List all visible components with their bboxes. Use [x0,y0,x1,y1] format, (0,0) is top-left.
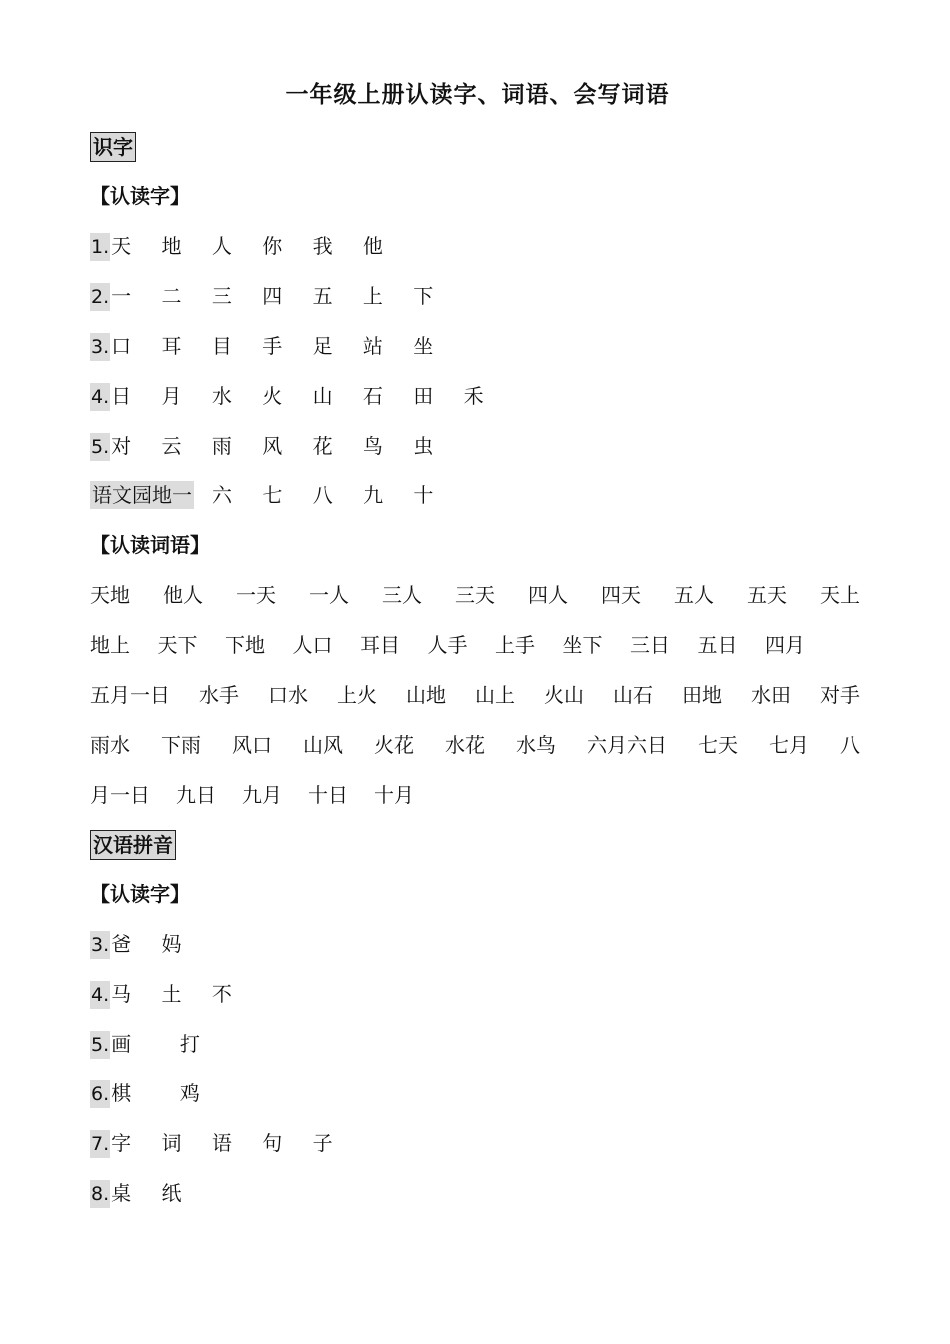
word: 八 [840,733,860,757]
subheading-renduzi: 【认读字】 [90,882,190,906]
word: 四月 [765,633,805,657]
document-title: 一年级上册认读字、词语、会写词语 [285,81,670,108]
word-row [90,781,860,809]
word: 三天 [455,583,495,607]
word: 下雨 [161,733,201,757]
char-list: 六 七 八 九 十 [212,483,446,507]
word: 月一日 [90,783,150,807]
word: 天地 [90,583,130,607]
word: 一天 [236,583,276,607]
char-list: 画 打 [111,1032,212,1056]
line-number: 6. [90,1080,110,1108]
char-list: 对 云 雨 风 花 鸟 虫 [111,434,446,458]
word: 雨水 [90,733,130,757]
char-line [90,382,496,411]
char-list: 口 耳 目 手 足 站 坐 [111,334,446,358]
word: 人手 [427,633,468,657]
word: 山风 [303,733,343,757]
char-line [90,930,194,959]
word: 七月 [769,733,809,757]
word: 天上 [820,583,860,607]
line-number: 2. [90,283,110,311]
word: 水花 [445,733,485,757]
word: 九月 [242,783,282,807]
char-line [90,332,445,361]
word-row [90,681,860,709]
word: 对手 [820,683,860,707]
word: 五天 [747,583,787,607]
word: 田地 [682,683,722,707]
word: 山石 [613,683,653,707]
garden-label: 语文园地一 [92,483,192,507]
line-number: 5. [90,433,110,461]
subheading-renduciyu: 【认读词语】 [90,533,210,557]
char-list: 桌 纸 [111,1181,194,1205]
char-list: 日 月 水 火 山 石 田 禾 [111,384,496,408]
word: 七天 [698,733,738,757]
word: 山上 [475,683,515,707]
word-row [90,631,805,659]
word: 坐下 [562,633,603,657]
word: 十月 [374,783,414,807]
word: 五人 [674,583,714,607]
section-heading-pinyin: 汉语拼音 [90,830,176,860]
line-number: 8. [90,1180,110,1208]
char-line [90,282,445,311]
subheading-renduzi: 【认读字】 [90,184,190,208]
word: 三人 [382,583,422,607]
word: 火山 [544,683,584,707]
line-number: 3. [90,931,110,959]
line-number: 7. [90,1130,110,1158]
word: 山地 [406,683,446,707]
char-line [90,1129,345,1158]
word: 下地 [225,633,265,657]
char-list: 马 土 不 [111,982,244,1006]
word: 四天 [601,583,641,607]
word: 五月一日 [90,683,170,707]
line-number: 1. [90,233,110,261]
section-heading-shizi: 识字 [90,132,136,162]
word: 一人 [309,583,349,607]
word: 人口 [292,633,333,657]
line-number: 4. [90,981,110,1009]
char-line [90,1179,194,1208]
garden-line [90,481,445,509]
word: 三日 [630,633,670,657]
line-number: 4. [90,383,110,411]
char-list: 字 词 语 句 子 [111,1131,345,1155]
word: 上手 [495,633,535,657]
word: 口水 [268,683,308,707]
char-line [90,980,244,1009]
char-line [90,232,395,261]
word: 水手 [199,683,239,707]
word: 水田 [751,683,791,707]
word: 十日 [308,783,348,807]
word: 天下 [157,633,198,657]
char-line [90,1030,212,1059]
char-line [90,432,445,461]
line-number: 3. [90,333,110,361]
word: 五日 [697,633,738,657]
char-list: 一 二 三 四 五 上 下 [111,284,446,308]
char-line [90,1079,212,1108]
char-list: 爸 妈 [111,932,194,956]
word-row [90,731,860,759]
word: 地上 [90,633,130,657]
word: 四人 [528,583,568,607]
word: 他人 [163,583,203,607]
word: 九日 [176,783,216,807]
word: 水鸟 [516,733,556,757]
word: 火花 [374,733,414,757]
word-row [90,581,860,609]
word: 六月六日 [587,733,667,757]
line-number: 5. [90,1031,110,1059]
char-list: 天 地 人 你 我 他 [111,234,395,258]
word: 耳目 [360,633,400,657]
word: 风口 [232,733,272,757]
char-list: 棋 鸡 [111,1081,212,1105]
word: 上火 [337,683,377,707]
